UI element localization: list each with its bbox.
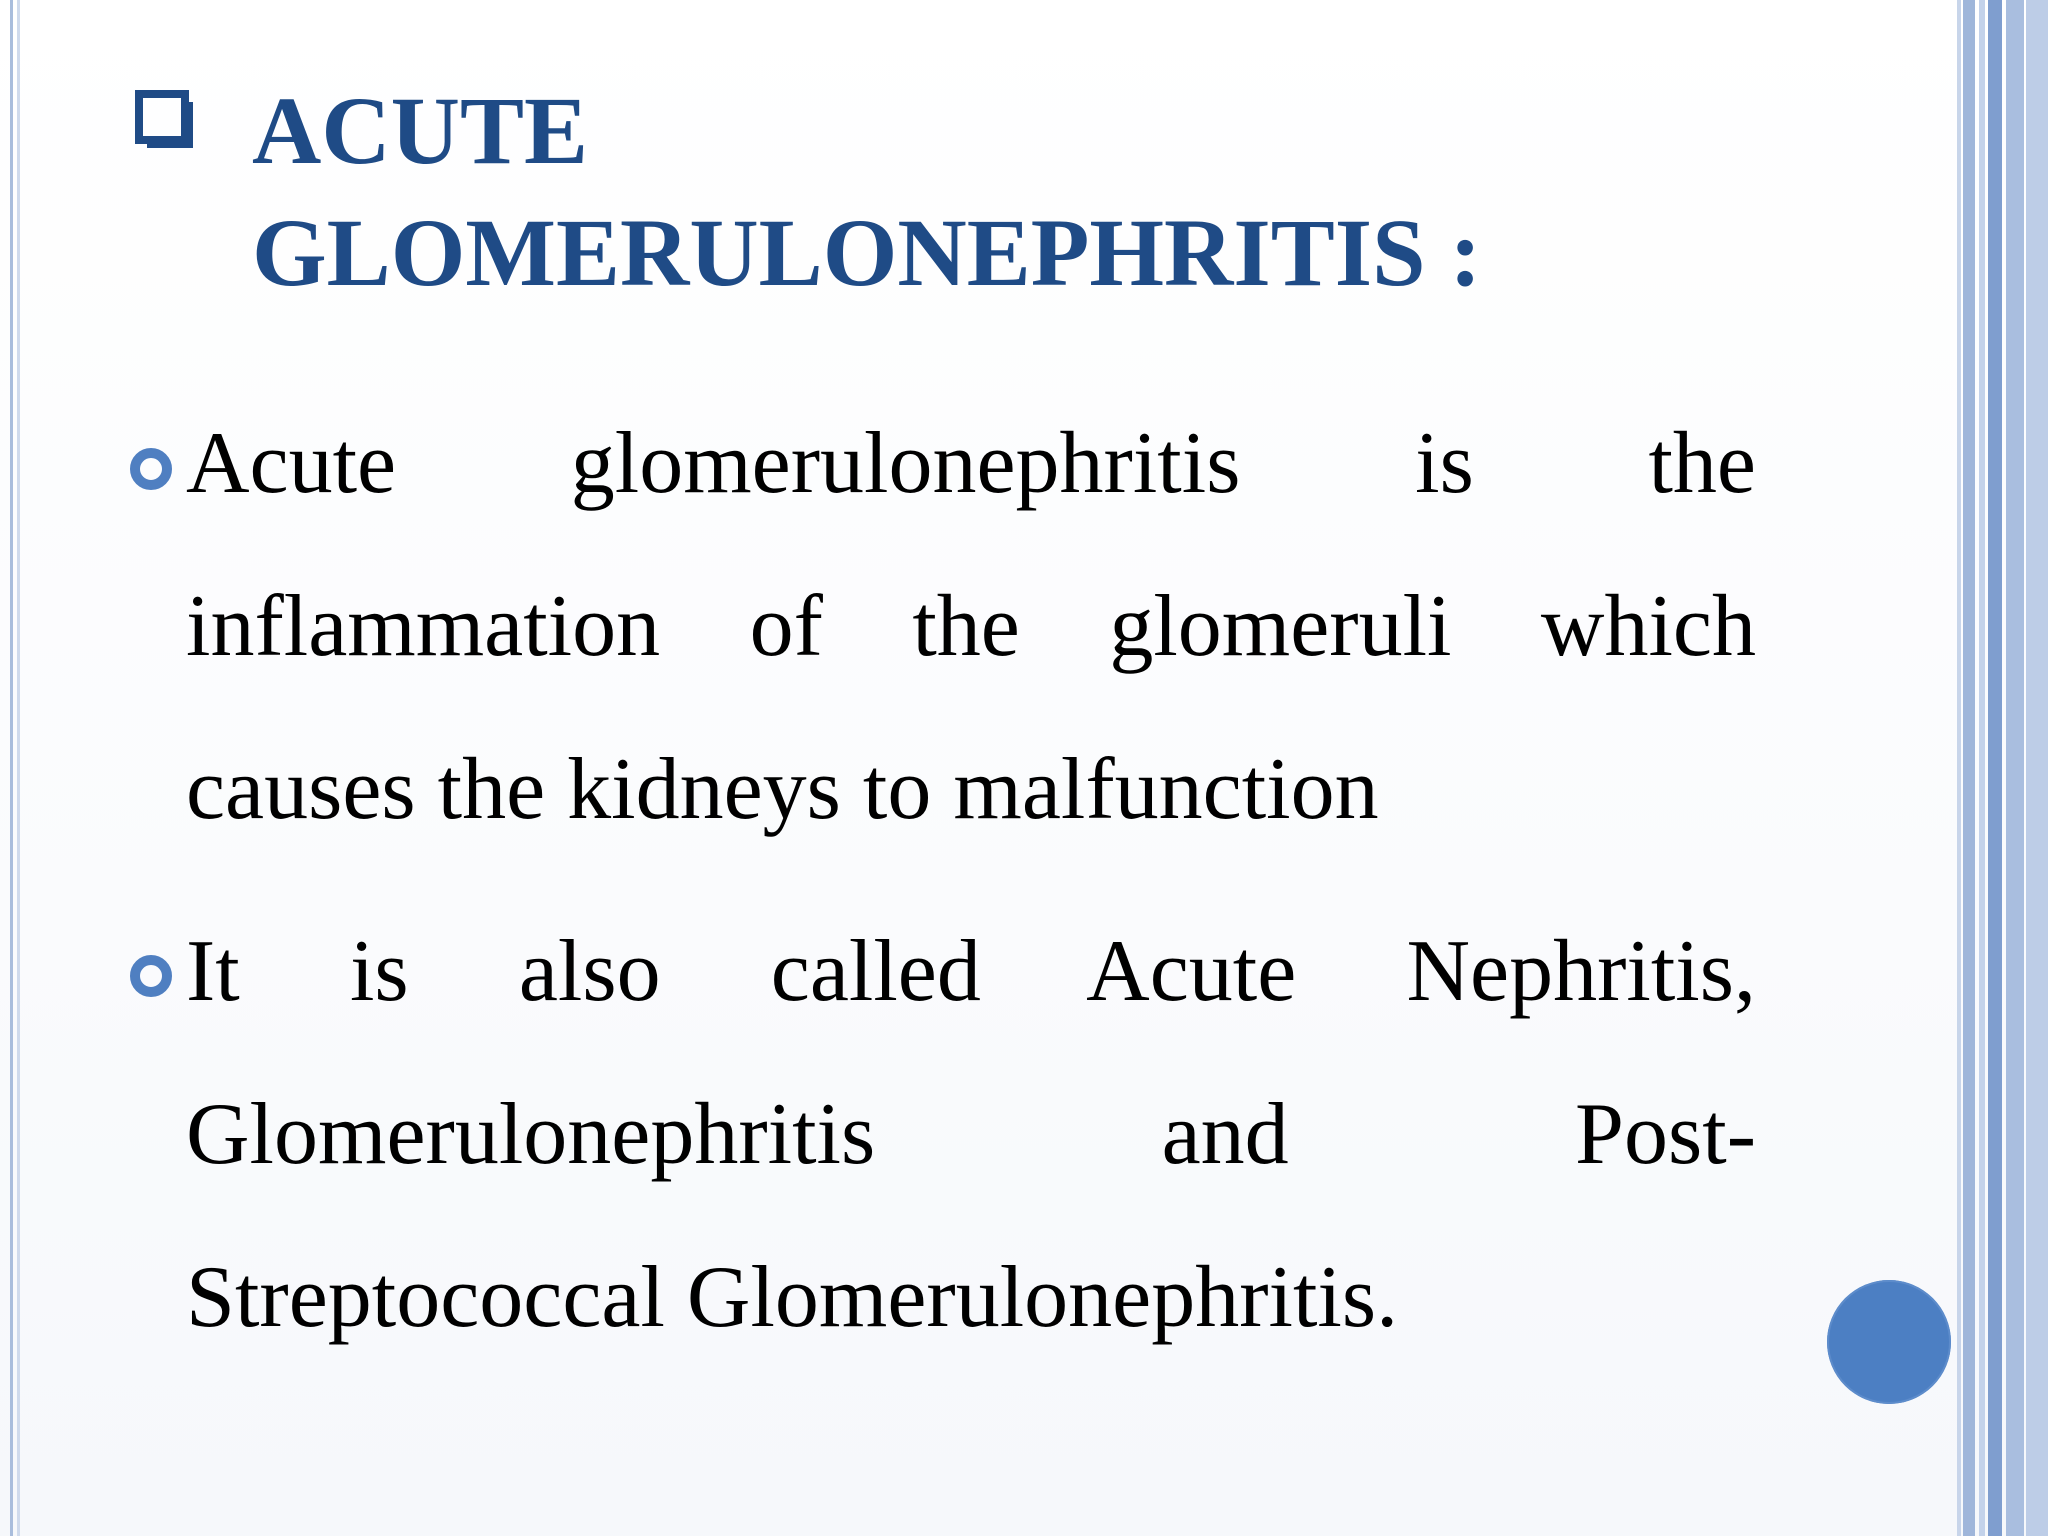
right-decorative-stripe	[2006, 0, 2024, 1536]
bullet-circle-icon	[130, 448, 172, 490]
bullet-paragraph	[186, 890, 1756, 1379]
paragraph-line: Glomerulonephritis and Post-	[186, 1086, 1756, 1183]
title-text	[252, 70, 1481, 314]
right-decorative-stripe	[1988, 0, 2002, 1536]
checkbox-icon	[135, 90, 195, 150]
right-decorative-stripe	[2026, 0, 2048, 1536]
left-border-line	[17, 0, 20, 1536]
title-line-1: ACUTE	[252, 77, 589, 184]
right-decorative-stripe	[1963, 0, 1975, 1536]
bullet-circle-icon	[130, 955, 172, 997]
paragraph-line: causes the kidneys to malfunction	[186, 741, 1379, 838]
title-line-2: GLOMERULONEPHRITIS :	[252, 199, 1482, 306]
paragraph-line: Streptococcal Glomerulonephritis.	[186, 1249, 1399, 1346]
left-border-line	[10, 0, 13, 1536]
bullet-paragraph	[186, 382, 1756, 871]
paragraph-line: It is also called Acute Nephritis,	[186, 923, 1756, 1020]
paragraph-line: inflammation of the glomeruli which	[186, 578, 1756, 675]
decorative-circle	[1827, 1280, 1951, 1404]
right-decorative-stripe	[1957, 0, 1961, 1536]
right-decorative-stripe	[1979, 0, 1985, 1536]
paragraph-line: Acute glomerulonephritis is the	[186, 415, 1756, 512]
